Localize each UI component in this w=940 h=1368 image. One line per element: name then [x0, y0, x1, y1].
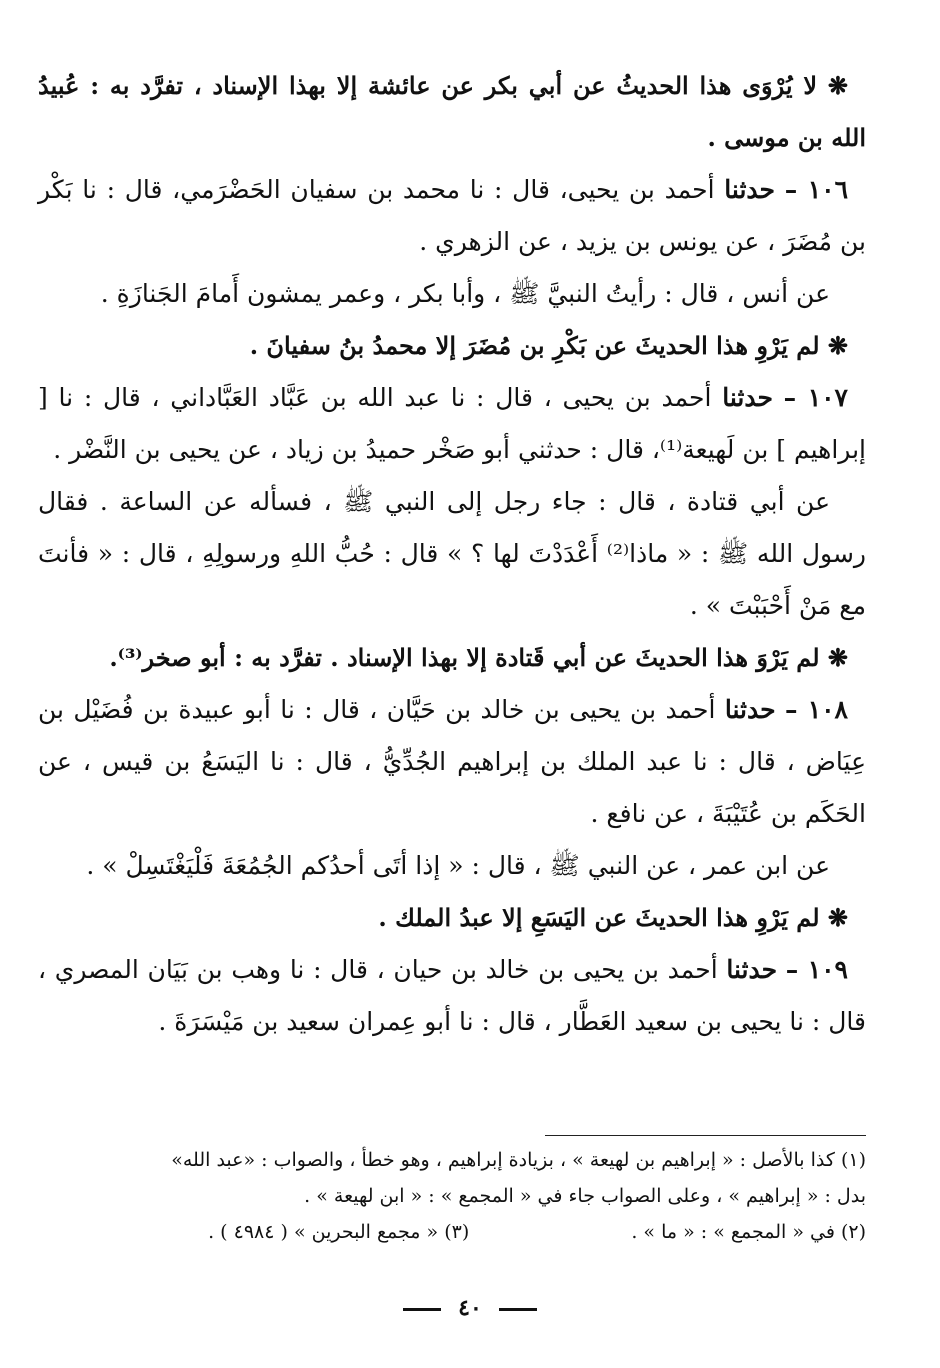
hadith-109 [38, 944, 866, 1048]
hadith-106 [38, 164, 866, 268]
footnotes [38, 1142, 866, 1250]
matn-text: عن ابن عمر ، عن النبي ﷺ ، قال : « إذا أتَى أحدُكم الجُمُعَةَ فَلْيَغْتَسِلْ » . [86, 851, 830, 880]
dash-left [499, 1308, 537, 1311]
footnote-separator [545, 1135, 866, 1136]
dash-right [403, 1308, 441, 1311]
footnote-2: (٢) في « المجمع » : « ما » . [631, 1221, 866, 1243]
hadith-107 [38, 372, 866, 476]
asterisk-icon: ❋ [827, 903, 848, 932]
hadith-lead: حدثنا [722, 383, 773, 412]
footnote-3: (٣) « مجمع البحرين » ( ٤٩٨٤ ) . [208, 1221, 470, 1243]
hadith-108 [38, 684, 866, 840]
asterisk-icon: ❋ [827, 331, 848, 360]
matn-108 [38, 840, 866, 892]
note-1 [38, 60, 866, 164]
isnad-text: أحمد بن يحيى بن خالد بن حيان ، قال : نا وهب بن بَيَان المصري ، قال : نا يحيى بن سعيد العَطَّار ، قال : نا أبو عِمران سعيد بن مَيْسَرَةَ . [38, 955, 866, 1036]
hadith-number: ١٠٩ – [785, 955, 848, 984]
page-body [38, 60, 866, 1048]
matn-106 [38, 268, 866, 320]
isnad-text: أحمد بن يحيى ، قال : نا عبد الله بن عَبَّاد العَبَّاداني ، قال : نا [ إبراهيم ] بن لَهيعة⁽¹⁾، قال : حدثني أبو صَخْر حميدُ بن زياد ، عن يحيى بن النَّضْر . [38, 383, 866, 464]
note-text: لا يُرْوَى هذا الحديثُ عن أبي بكر عن عائشة إلا بهذا الإسناد ، تفرَّد به : عُبيدُ الله بن موسى . [38, 71, 866, 152]
matn-text: عن أنس ، قال : رأيتُ النبيَّ ﷺ ، وأبا بكر ، وعمر يمشون أَمامَ الجَنازَةِ . [100, 279, 830, 308]
hadith-lead: حدثنا [724, 175, 775, 204]
isnad-text: أحمد بن يحيى، قال : نا محمد بن سفيان الحَضْرَمي، قال : نا بَكْر بن مُضَرَ ، عن يونس بن يزيد ، عن الزهري . [38, 175, 866, 256]
footnotes-row [38, 1214, 866, 1250]
hadith-number: ١٠٦ – [784, 175, 849, 204]
asterisk-icon: ❋ [827, 71, 848, 100]
note-3 [38, 632, 866, 684]
note-2 [38, 320, 866, 372]
page-number [0, 1295, 940, 1321]
note-text: لم يَرْوِ هذا الحديثَ عن اليَسَعِ إلا عبدُ الملك . [378, 903, 820, 932]
hadith-number: ١٠٨ – [785, 695, 848, 724]
hadith-lead: حدثنا [726, 955, 778, 984]
note-text: لم يَرْوِ هذا الحديثَ عن بَكْرِ بن مُضَرَ إلا محمدُ بنُ سفيانَ . [249, 331, 820, 360]
footnote-1-line-1: (١) كذا بالأصل : « إبراهيم بن لهيعة » ، بزيادة إبراهيم ، وهو خطأ ، والصواب : «عبد الله» [171, 1149, 866, 1171]
isnad-text: أحمد بن يحيى بن خالد بن حَيَّان ، قال : نا أبو عبيدة بن فُضَيْل بن عِيَاض ، قال : نا عبد الملك بن إبراهيم الجُدِّيُّ ، قال : نا اليَسَعُ بن قيس ، عن الحَكَم بن عُتَيْبَةَ ، عن نافع . [38, 695, 866, 828]
hadith-lead: حدثنا [724, 695, 776, 724]
note-text: لم يَرْوَ هذا الحديثَ عن أبي قَتادة إلا بهذا الإسناد . تفرَّد به : أبو صخر⁽³⁾. [109, 643, 820, 672]
note-4 [38, 892, 866, 944]
matn-107 [38, 476, 866, 632]
footnote-1-line-2: بدل : « إبراهيم » ، وعلى الصواب جاء في « المجمع » : « ابن لهيعة » . [304, 1185, 866, 1207]
matn-text: عن أبي قتادة ، قال : جاء رجل إلى النبي ﷺ ، فسأله عن الساعة . فقال رسول الله ﷺ : « ماذا⁽²⁾ أَعْدَدْتَ لها ؟ » قال : حُبُّ اللهِ ورسولِهِ ، قال : « فأنتَ مع مَنْ أَحْبَبْتَ » . [38, 487, 866, 620]
asterisk-icon: ❋ [827, 643, 848, 672]
page-number-text: ٤٠ [458, 1295, 482, 1321]
hadith-number: ١٠٧ – [783, 383, 848, 412]
